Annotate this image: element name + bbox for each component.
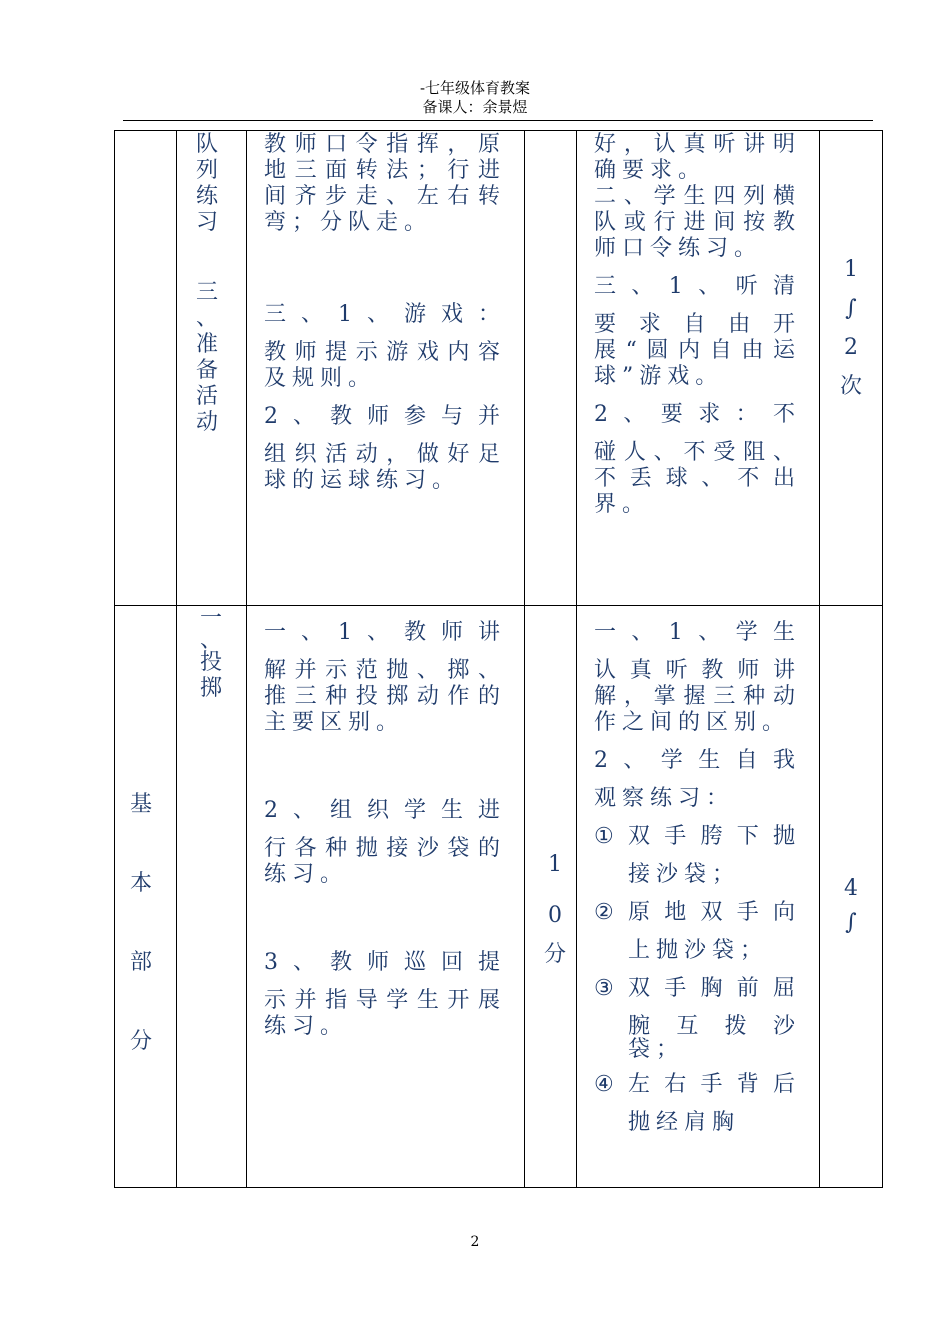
item-text: 上抛沙袋； [628, 938, 769, 963]
teacher-paragraph: 教师提示游戏内容及规则。 [264, 340, 506, 391]
item-number: ① [594, 824, 614, 849]
student-paragraph: 好，认真听讲明确要求。 [594, 132, 801, 183]
row2-content-label: 一 、 投 掷 [199, 606, 222, 701]
exercise-item [594, 1072, 801, 1136]
student-paragraph: 一、1、学生 [594, 620, 801, 645]
teacher-paragraph: 解并示范抛、掷、推三种投掷动作的主要区别。 [264, 658, 506, 735]
header-title: -七年级体育教案 [419, 79, 531, 97]
table-divider [246, 130, 247, 1188]
student-paragraph: 认真听教师讲解，掌握三种动作之间的区别。 [594, 658, 801, 735]
item-text: 抛经肩胸 [628, 1110, 741, 1135]
item-text: 腕互拨沙 [628, 1014, 801, 1039]
table-divider [819, 130, 820, 1188]
item-number: ② [594, 900, 614, 925]
row2-part-label: 基 本 部 分 [129, 792, 152, 1054]
student-paragraph: 要求自由开展“圆内自由运球”游戏。 [594, 312, 801, 389]
row2-time: 1 0 分 [543, 852, 566, 967]
teacher-paragraph: 行各种抛接沙袋的练习。 [264, 836, 506, 887]
teacher-paragraph: 3、教师巡回提 [264, 950, 506, 975]
teacher-paragraph: 组织活动，做好足球的运球练习。 [264, 442, 506, 493]
row2-count: 4 ∫ [844, 876, 858, 935]
student-paragraph: 三、1、听清 [594, 274, 801, 299]
teacher-paragraph: 教师口令指挥，原地三面转法；行进间齐步走、左右转弯；分队走。 [264, 132, 506, 235]
row1-teacher-activity [264, 132, 506, 494]
table-divider [576, 130, 577, 1188]
student-paragraph: 二、学生四列横队或行进间按教师口令练习。 [594, 184, 801, 261]
row2-teacher-activity [264, 620, 506, 1040]
table-divider [524, 130, 525, 1188]
page-number: 2 [470, 1234, 480, 1250]
student-paragraph: 观察练习： [594, 786, 735, 811]
item-text: 接沙袋； [628, 862, 741, 887]
item-number: ③ [594, 976, 614, 1001]
exercise-item [594, 824, 801, 888]
teacher-paragraph: 一、1、教师讲 [264, 620, 506, 645]
exercise-item [594, 900, 801, 964]
teacher-paragraph: 2、组织学生进 [264, 798, 506, 823]
teacher-paragraph: 示并指导学生开展练习。 [264, 988, 506, 1039]
teacher-paragraph: 2、教师参与并 [264, 404, 506, 429]
row2-student-activity [594, 620, 801, 1136]
student-paragraph: 2、学生自我 [594, 748, 801, 773]
item-text: 左右手背后 [628, 1072, 801, 1097]
page-header [0, 78, 950, 117]
header-author: 备课人：余景煜 [422, 98, 528, 116]
student-paragraph: 碰人、不受阻、不丢球、不出界。 [594, 440, 801, 517]
item-text: 双手胯下抛 [628, 824, 801, 849]
row-divider [114, 605, 883, 606]
row1-count: 1 ∫ 2 次 [839, 257, 862, 399]
item-text: 原地双手向 [628, 900, 801, 925]
item-text: 袋； [628, 1037, 685, 1062]
header-rule [123, 120, 873, 121]
student-paragraph: 2、要求：不 [594, 402, 801, 427]
exercise-item [594, 976, 801, 1060]
row1-student-activity [594, 132, 801, 518]
table-divider [176, 130, 177, 1188]
item-text: 双手胸前屈 [628, 976, 801, 1001]
item-number: ④ [594, 1072, 614, 1097]
row1-content-label: 队 列 练 习 三 、 准 备 活 动 [195, 132, 218, 435]
teacher-paragraph: 三、1、游戏： [264, 302, 506, 327]
